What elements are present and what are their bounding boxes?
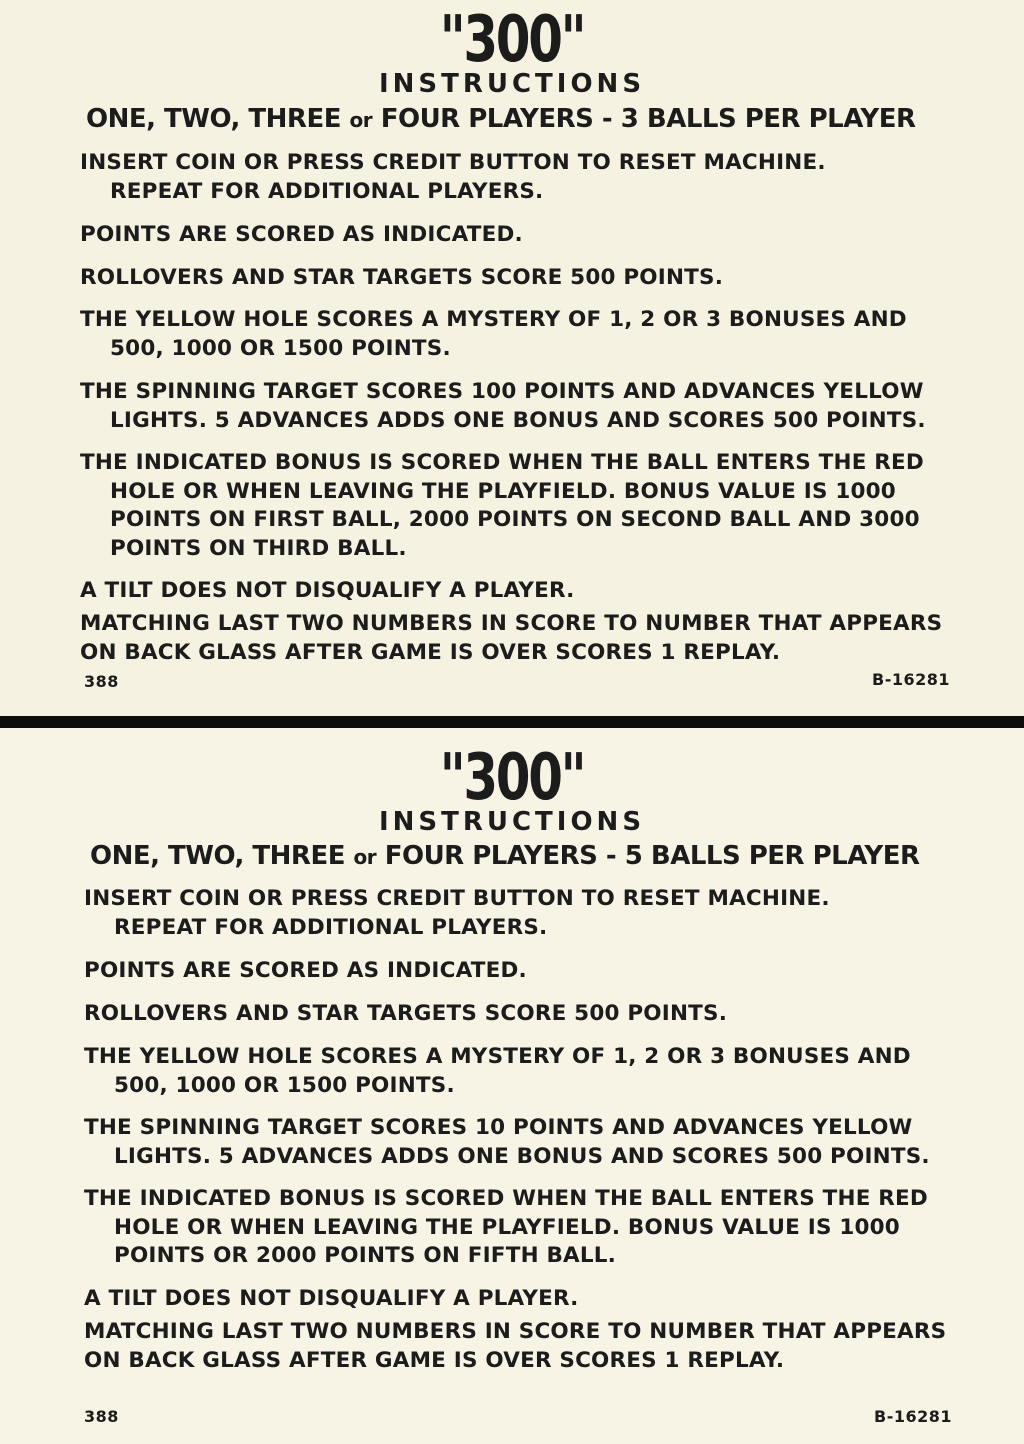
- players-heading-part-a: ONE, TWO, THREE: [86, 104, 341, 134]
- instruction-line: ROLLOVERS AND STAR TARGETS SCORE 500 POINTS.: [84, 1001, 728, 1026]
- instruction-card-3-ball: [0, 0, 1024, 716]
- instruction-card-5-ball: [0, 728, 1024, 1444]
- players-heading-or: or: [349, 108, 373, 132]
- instruction-paragraph: [84, 1114, 984, 1171]
- instruction-paragraph: [80, 149, 980, 206]
- instruction-line: REPEAT FOR ADDITIONAL PLAYERS.: [114, 914, 548, 940]
- players-heading-part-a: ONE, TWO, THREE: [90, 841, 345, 871]
- instruction-line: THE SPINNING TARGET SCORES 100 POINTS AND ADVANCES YELLOW: [80, 379, 924, 404]
- footer-part-number: B-16281: [872, 670, 950, 689]
- instruction-line: LIGHTS. 5 ADVANCES ADDS ONE BONUS AND SCORES 500 POINTS.: [114, 1143, 930, 1169]
- instruction-paragraph: [84, 1285, 984, 1314]
- instruction-line: POINTS ARE SCORED AS INDICATED.: [84, 958, 527, 983]
- instruction-paragraph: [84, 1318, 984, 1375]
- card-subtitle: INSTRUCTIONS: [378, 807, 646, 837]
- players-heading-or: or: [353, 845, 377, 869]
- instruction-paragraph: [80, 264, 980, 293]
- instruction-line: THE YELLOW HOLE SCORES A MYSTERY OF 1, 2 OR 3 BONUSES AND: [84, 1044, 911, 1069]
- players-heading: [86, 104, 986, 135]
- footer-number-left: 388: [84, 1407, 119, 1426]
- card-title: "300": [439, 3, 585, 77]
- instruction-line: POINTS ARE SCORED AS INDICATED.: [80, 222, 523, 247]
- instruction-paragraph: [84, 1000, 984, 1029]
- instruction-line: THE INDICATED BONUS IS SCORED WHEN THE BALL ENTERS THE RED: [80, 450, 924, 475]
- instruction-paragraph: [80, 577, 980, 606]
- instruction-paragraph: [84, 957, 984, 986]
- instruction-line: 500, 1000 OR 1500 POINTS.: [110, 335, 451, 361]
- instruction-paragraph: [80, 221, 980, 250]
- players-heading-part-b: FOUR PLAYERS - 3 BALLS PER PLAYER: [380, 104, 916, 134]
- instruction-line: POINTS ON THIRD BALL.: [110, 535, 407, 561]
- instruction-line: MATCHING LAST TWO NUMBERS IN SCORE TO NUMBER THAT APPEARS: [80, 611, 943, 636]
- instruction-line: POINTS ON FIRST BALL, 2000 POINTS ON SECOND BALL AND 3000: [110, 507, 920, 532]
- instruction-paragraph: [80, 449, 980, 563]
- instruction-paragraph: [80, 610, 980, 667]
- players-heading: [90, 841, 990, 872]
- instruction-line: A TILT DOES NOT DISQUALIFY A PLAYER.: [80, 578, 575, 603]
- instruction-line: A TILT DOES NOT DISQUALIFY A PLAYER.: [84, 1286, 579, 1311]
- instruction-line: LIGHTS. 5 ADVANCES ADDS ONE BONUS AND SCORES 500 POINTS.: [110, 407, 926, 433]
- footer-part-number: B-16281: [874, 1407, 952, 1426]
- instruction-paragraph: [84, 1043, 984, 1100]
- instruction-paragraph: [80, 306, 980, 363]
- instruction-paragraph: [80, 378, 980, 435]
- instruction-line: HOLE OR WHEN LEAVING THE PLAYFIELD. BONUS VALUE IS 1000: [110, 478, 896, 504]
- instruction-line: ROLLOVERS AND STAR TARGETS SCORE 500 POINTS.: [80, 265, 724, 290]
- instruction-line: ON BACK GLASS AFTER GAME IS OVER SCORES 1 REPLAY.: [80, 639, 781, 665]
- footer-number-left: 388: [84, 672, 119, 691]
- instruction-line: INSERT COIN OR PRESS CREDIT BUTTON TO RESET MACHINE.: [84, 886, 830, 911]
- card-subtitle: INSTRUCTIONS: [378, 69, 646, 99]
- instruction-line: REPEAT FOR ADDITIONAL PLAYERS.: [110, 178, 544, 204]
- instruction-line: INSERT COIN OR PRESS CREDIT BUTTON TO RESET MACHINE.: [80, 150, 826, 175]
- instruction-line: MATCHING LAST TWO NUMBERS IN SCORE TO NUMBER THAT APPEARS: [84, 1319, 947, 1344]
- instruction-line: POINTS OR 2000 POINTS ON FIFTH BALL.: [114, 1243, 617, 1268]
- players-heading-part-b: FOUR PLAYERS - 5 BALLS PER PLAYER: [384, 841, 920, 871]
- instruction-line: THE INDICATED BONUS IS SCORED WHEN THE BALL ENTERS THE RED: [84, 1186, 928, 1211]
- instruction-line: ON BACK GLASS AFTER GAME IS OVER SCORES 1 REPLAY.: [84, 1347, 785, 1373]
- card-title: "300": [439, 741, 585, 815]
- instruction-paragraph: [84, 885, 984, 942]
- instruction-line: THE SPINNING TARGET SCORES 10 POINTS AND ADVANCES YELLOW: [84, 1115, 913, 1140]
- instruction-line: 500, 1000 OR 1500 POINTS.: [114, 1072, 455, 1098]
- instruction-line: HOLE OR WHEN LEAVING THE PLAYFIELD. BONUS VALUE IS 1000: [114, 1214, 900, 1240]
- card-divider: [0, 716, 1024, 728]
- instruction-line: THE YELLOW HOLE SCORES A MYSTERY OF 1, 2 OR 3 BONUSES AND: [80, 307, 907, 332]
- instruction-paragraph: [84, 1185, 984, 1271]
